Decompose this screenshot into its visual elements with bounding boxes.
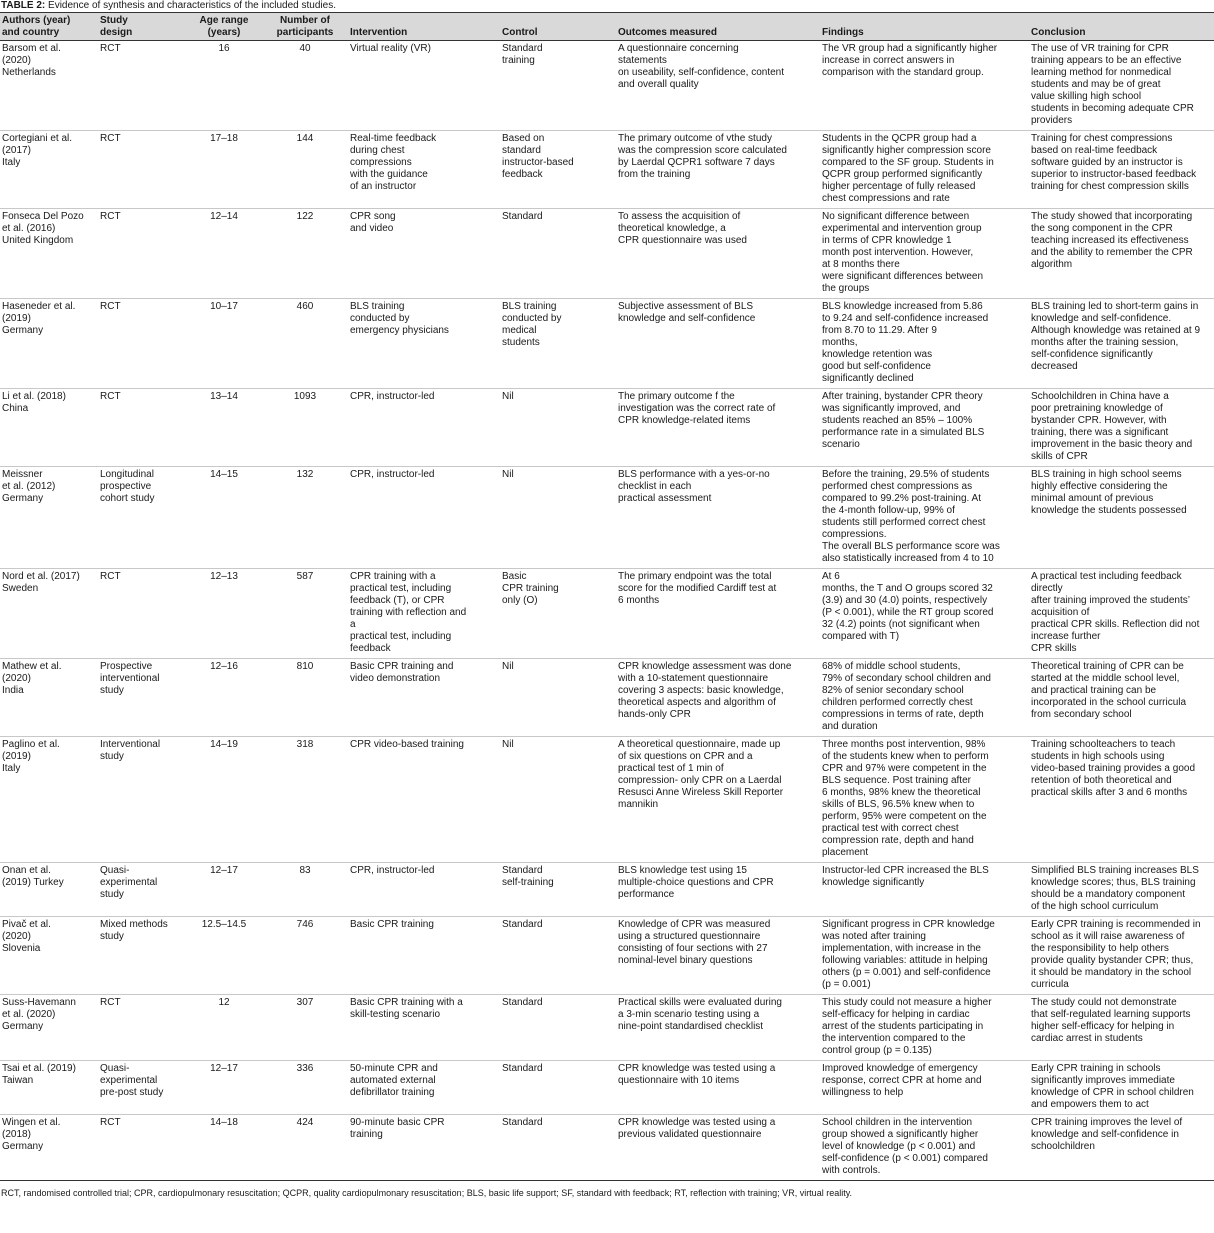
cell-participants: 336 [262, 1061, 348, 1115]
table-row [0, 209, 1214, 299]
cell-design: RCT [98, 995, 186, 1061]
table-row [0, 131, 1214, 209]
cell-control: Standard [500, 917, 616, 995]
cell-design: RCT [98, 1115, 186, 1181]
table-row [0, 1115, 1214, 1181]
cell-authors: Wingen et al. (2018) Germany [0, 1115, 98, 1181]
cell-age: 12–13 [186, 569, 262, 659]
cell-conclusion: The study could not demonstrate that self-regulated learning supports higher self-efficacy for helping in cardiac arrest in students [1029, 995, 1214, 1061]
studies-table [0, 12, 1214, 1181]
cell-findings: Significant progress in CPR knowledge was noted after training implementation, with increase in the following variables: attitude in helping others (p = 0.001) and self-confidence (p = 0.001) [820, 917, 1029, 995]
cell-findings: Improved knowledge of emergency response, correct CPR at home and willingness to help [820, 1061, 1029, 1115]
cell-control: Standard self-training [500, 863, 616, 917]
cell-control: Standard [500, 209, 616, 299]
cell-control: Standard [500, 1061, 616, 1115]
cell-intervention: CPR, instructor-led [348, 467, 500, 569]
table-label: TABLE 2: [1, 0, 46, 11]
cell-participants: 424 [262, 1115, 348, 1181]
cell-authors: Haseneder et al. (2019) Germany [0, 299, 98, 389]
cell-participants: 587 [262, 569, 348, 659]
cell-outcomes: Knowledge of CPR was measured using a structured questionnaire consisting of four sections with 27 nominal-level binary questions [616, 917, 820, 995]
cell-authors: Onan et al. (2019) Turkey [0, 863, 98, 917]
cell-outcomes: The primary outcome of vthe study was the compression score calculated by Laerdal QCPR1 software 7 days from the training [616, 131, 820, 209]
cell-design: Longitudinal prospective cohort study [98, 467, 186, 569]
table-footnote: RCT, randomised controlled trial; CPR, cardiopulmonary resuscitation; QCPR, quality cardiopulmonary resuscitation; BLS, basic life support; SF, standard with feedback; RT, reflection with training; VR, virtual reality. [1, 1188, 853, 1198]
cell-design: Quasi- experimental study [98, 863, 186, 917]
cell-conclusion: Theoretical training of CPR can be started at the middle school level, and practical training can be incorporated in the school curricula from secondary school [1029, 659, 1214, 737]
cell-outcomes: CPR knowledge assessment was done with a 10-statement questionnaire covering 3 aspects: basic knowledge, theoretical aspects and algorithm of hands-only CPR [616, 659, 820, 737]
cell-design: RCT [98, 299, 186, 389]
cell-outcomes: The primary outcome f the investigation was the correct rate of CPR knowledge-related items [616, 389, 820, 467]
cell-intervention: CPR song and video [348, 209, 500, 299]
cell-design: Quasi- experimental pre-post study [98, 1061, 186, 1115]
cell-participants: 810 [262, 659, 348, 737]
cell-authors: Paglino et al. (2019) Italy [0, 737, 98, 863]
cell-authors: Meissner et al. (2012) Germany [0, 467, 98, 569]
header-age: Age range (years) [186, 13, 262, 41]
cell-participants: 460 [262, 299, 348, 389]
cell-design: RCT [98, 209, 186, 299]
cell-conclusion: BLS training in high school seems highly effective considering the minimal amount of previous knowledge the students possessed [1029, 467, 1214, 569]
cell-conclusion: Training for chest compressions based on real-time feedback software guided by an instructor is superior to instructor-based feedback training for chest compression skills [1029, 131, 1214, 209]
cell-outcomes: Practical skills were evaluated during a 3-min scenario testing using a nine-point standardised checklist [616, 995, 820, 1061]
cell-findings: BLS knowledge increased from 5.86 to 9.24 and self-confidence increased from 8.70 to 11.29. After 9 months, knowledge retention was good but self-confidence significantly declined [820, 299, 1029, 389]
cell-conclusion: A practical test including feedback directly after training improved the students’ acquisition of practical CPR skills. Reflection did not increase further CPR skills [1029, 569, 1214, 659]
cell-conclusion: Simplified BLS training increases BLS knowledge scores; thus, BLS training should be a mandatory component of the high school curriculum [1029, 863, 1214, 917]
cell-control: BLS training conducted by medical students [500, 299, 616, 389]
cell-age: 13–14 [186, 389, 262, 467]
cell-control: Standard [500, 1115, 616, 1181]
cell-findings: This study could not measure a higher self-efficacy for helping in cardiac arrest of the students participating in the intervention compared to the control group (p = 0.135) [820, 995, 1029, 1061]
cell-authors: Mathew et al. (2020) India [0, 659, 98, 737]
cell-intervention: CPR video-based training [348, 737, 500, 863]
cell-intervention: Basic CPR training with a skill-testing scenario [348, 995, 500, 1061]
cell-outcomes: Subjective assessment of BLS knowledge and self-confidence [616, 299, 820, 389]
cell-design: Interventional study [98, 737, 186, 863]
cell-authors: Barsom et al. (2020) Netherlands [0, 41, 98, 131]
cell-authors: Cortegiani et al. (2017) Italy [0, 131, 98, 209]
table-row [0, 389, 1214, 467]
cell-design: Prospective interventional study [98, 659, 186, 737]
table-body [0, 41, 1214, 1181]
cell-age: 12 [186, 995, 262, 1061]
cell-control: Standard [500, 995, 616, 1061]
cell-design: RCT [98, 131, 186, 209]
table-caption [0, 0, 1214, 12]
cell-design: Mixed methods study [98, 917, 186, 995]
table-row [0, 863, 1214, 917]
cell-age: 12–14 [186, 209, 262, 299]
table-caption-text: Evidence of synthesis and characteristics of the included studies. [45, 0, 336, 11]
cell-findings: No significant difference between experimental and intervention group in terms of CPR knowledge 1 month post intervention. However, at 8 months there were significant differences between the groups [820, 209, 1029, 299]
cell-findings: Instructor-led CPR increased the BLS knowledge significantly [820, 863, 1029, 917]
cell-authors: Pivač et al. (2020) Slovenia [0, 917, 98, 995]
cell-age: 12–17 [186, 863, 262, 917]
cell-conclusion: The use of VR training for CPR training appears to be an effective learning method for nonmedical students and may be of great value skilling high school students in becoming adequate CPR providers [1029, 41, 1214, 131]
cell-age: 14–15 [186, 467, 262, 569]
cell-conclusion: Early CPR training in schools significantly improves immediate knowledge of CPR in school children and empowers them to act [1029, 1061, 1214, 1115]
table-row [0, 467, 1214, 569]
cell-control: Based on standard instructor-based feedback [500, 131, 616, 209]
cell-findings: Before the training, 29.5% of students performed chest compressions as compared to 99.2% post-training. At the 4-month follow-up, 99% of students still performed correct chest compressions. The overall BLS performance score was also statistically increased from 4 to 10 [820, 467, 1029, 569]
cell-intervention: CPR, instructor-led [348, 863, 500, 917]
cell-age: 12–16 [186, 659, 262, 737]
cell-design: RCT [98, 569, 186, 659]
table-row [0, 995, 1214, 1061]
cell-authors: Li et al. (2018) China [0, 389, 98, 467]
cell-outcomes: A theoretical questionnaire, made up of six questions on CPR and a practical test of 1 min of compression- only CPR on a Laerdal Resusci Anne Wireless Skill Reporter mannikin [616, 737, 820, 863]
cell-participants: 122 [262, 209, 348, 299]
cell-findings: 68% of middle school students, 79% of secondary school children and 82% of senior secondary school children performed correctly chest compressions in terms of rate, depth and duration [820, 659, 1029, 737]
cell-intervention: Basic CPR training and video demonstration [348, 659, 500, 737]
cell-findings: At 6 months, the T and O groups scored 32 (3.9) and 30 (4.0) points, respectively (P < 0.001), while the RT group scored 32 (4.2) points (not significant when compared with T) [820, 569, 1029, 659]
cell-intervention: BLS training conducted by emergency physicians [348, 299, 500, 389]
cell-participants: 132 [262, 467, 348, 569]
cell-control: Standard training [500, 41, 616, 131]
cell-age: 12–17 [186, 1061, 262, 1115]
cell-intervention: Real-time feedback during chest compressions with the guidance of an instructor [348, 131, 500, 209]
cell-age: 14–18 [186, 1115, 262, 1181]
cell-outcomes: BLS performance with a yes-or-no checklist in each practical assessment [616, 467, 820, 569]
cell-conclusion: Early CPR training is recommended in school as it will raise awareness of the responsibility to help others provide quality bystander CPR; thus, it should be mandatory in the school curricula [1029, 917, 1214, 995]
cell-intervention: Basic CPR training [348, 917, 500, 995]
cell-findings: School children in the intervention group showed a significantly higher level of knowledge (p < 0.001) and self-confidence (p < 0.001) compared with controls. [820, 1115, 1029, 1181]
cell-authors: Nord et al. (2017) Sweden [0, 569, 98, 659]
cell-control: Nil [500, 467, 616, 569]
table-row [0, 299, 1214, 389]
cell-findings: The VR group had a significantly higher increase in correct answers in comparison with the standard group. [820, 41, 1029, 131]
cell-authors: Tsai et al. (2019) Taiwan [0, 1061, 98, 1115]
cell-conclusion: Training schoolteachers to teach students in high schools using video-based training provides a good retention of both theoretical and practical skills after 3 and 6 months [1029, 737, 1214, 863]
cell-conclusion: The study showed that incorporating the song component in the CPR teaching increased its effectiveness and the ability to remember the CPR algorithm [1029, 209, 1214, 299]
cell-control: Basic CPR training only (O) [500, 569, 616, 659]
cell-control: Nil [500, 389, 616, 467]
cell-conclusion: CPR training improves the level of knowledge and self-confidence in schoolchildren [1029, 1115, 1214, 1181]
cell-intervention: CPR training with a practical test, including feedback (T), or CPR training with reflection and a practical test, including feedback [348, 569, 500, 659]
header-findings: Findings [820, 13, 1029, 41]
cell-findings: Three months post intervention, 98% of the students knew when to perform CPR and 97% were competent in the BLS sequence. Post training after 6 months, 98% knew the theoretical skills of BLS, 96.5% knew when to perform, 95% were competent on the practical test with correct chest compression rate, depth and hand placement [820, 737, 1029, 863]
cell-age: 16 [186, 41, 262, 131]
cell-control: Nil [500, 659, 616, 737]
cell-participants: 307 [262, 995, 348, 1061]
header-authors: Authors (year) and country [0, 13, 98, 41]
header-conclusion: Conclusion [1029, 13, 1214, 41]
cell-intervention: Virtual reality (VR) [348, 41, 500, 131]
header-participants: Number of participants [262, 13, 348, 41]
cell-design: RCT [98, 41, 186, 131]
cell-age: 12.5–14.5 [186, 917, 262, 995]
header-control: Control [500, 13, 616, 41]
cell-outcomes: CPR knowledge was tested using a previous validated questionnaire [616, 1115, 820, 1181]
cell-findings: Students in the QCPR group had a significantly higher compression score compared to the SF group. Students in QCPR group performed significantly higher percentage of fully released chest compressions and rate [820, 131, 1029, 209]
cell-participants: 1093 [262, 389, 348, 467]
table-row [0, 1061, 1214, 1115]
cell-outcomes: To assess the acquisition of theoretical knowledge, a CPR questionnaire was used [616, 209, 820, 299]
cell-participants: 144 [262, 131, 348, 209]
cell-authors: Fonseca Del Pozo et al. (2016) United Kingdom [0, 209, 98, 299]
cell-outcomes: A questionnaire concerning statements on useability, self-confidence, content and overall quality [616, 41, 820, 131]
header-row [0, 13, 1214, 41]
cell-intervention: 90-minute basic CPR training [348, 1115, 500, 1181]
cell-participants: 83 [262, 863, 348, 917]
cell-participants: 746 [262, 917, 348, 995]
header-design: Study design [98, 13, 186, 41]
cell-control: Nil [500, 737, 616, 863]
table-row [0, 659, 1214, 737]
cell-findings: After training, bystander CPR theory was significantly improved, and students reached an 85% – 100% performance rate in a simulated BLS scenario [820, 389, 1029, 467]
cell-intervention: 50-minute CPR and automated external defibrillator training [348, 1061, 500, 1115]
header-intervention: Intervention [348, 13, 500, 41]
cell-intervention: CPR, instructor-led [348, 389, 500, 467]
cell-age: 10–17 [186, 299, 262, 389]
cell-participants: 40 [262, 41, 348, 131]
cell-outcomes: BLS knowledge test using 15 multiple-choice questions and CPR performance [616, 863, 820, 917]
cell-outcomes: CPR knowledge was tested using a questionnaire with 10 items [616, 1061, 820, 1115]
table-row [0, 917, 1214, 995]
table-row [0, 737, 1214, 863]
cell-design: RCT [98, 389, 186, 467]
cell-outcomes: The primary endpoint was the total score for the modified Cardiff test at 6 months [616, 569, 820, 659]
cell-conclusion: BLS training led to short-term gains in knowledge and self-confidence. Although knowledge was retained at 9 months after the training session, self-confidence significantly decreased [1029, 299, 1214, 389]
cell-conclusion: Schoolchildren in China have a poor pretraining knowledge of bystander CPR. However, with training, there was a significant improvement in the basic theory and skills of CPR [1029, 389, 1214, 467]
cell-participants: 318 [262, 737, 348, 863]
cell-age: 17–18 [186, 131, 262, 209]
cell-age: 14–19 [186, 737, 262, 863]
table-row [0, 41, 1214, 131]
header-outcomes: Outcomes measured [616, 13, 820, 41]
table-row [0, 569, 1214, 659]
cell-authors: Suss-Havemann et al. (2020) Germany [0, 995, 98, 1061]
